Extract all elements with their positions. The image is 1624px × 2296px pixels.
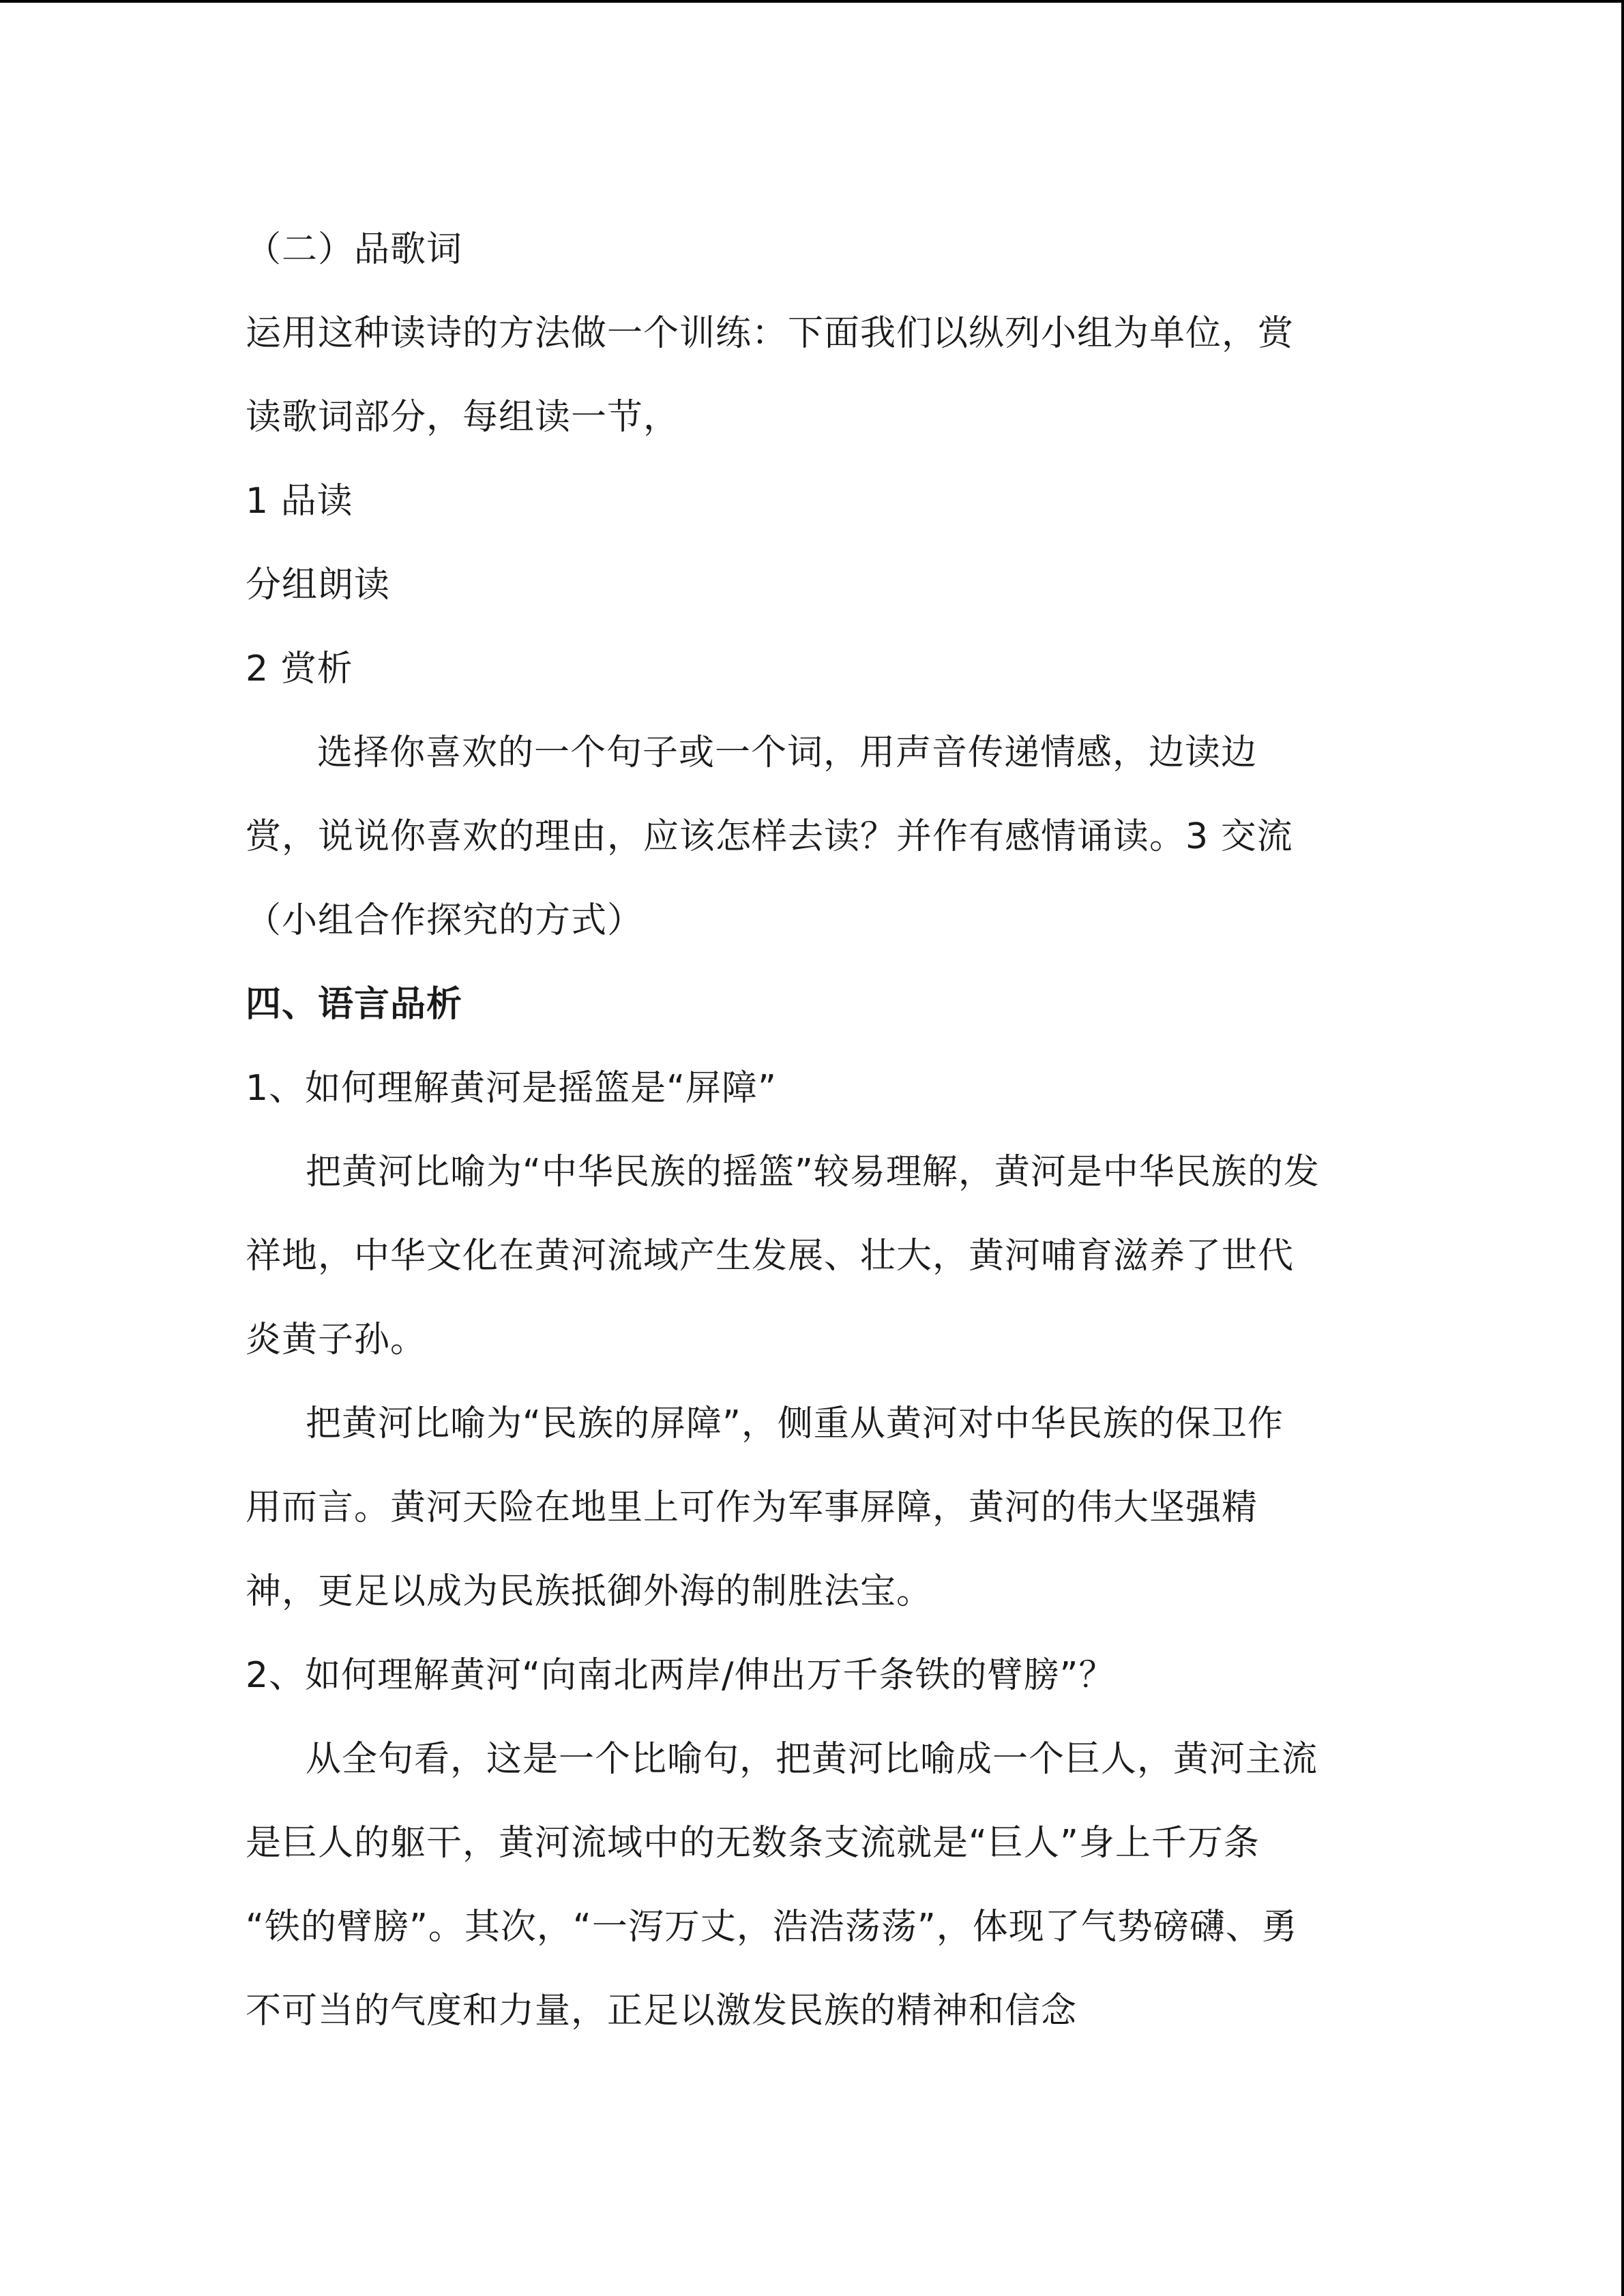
section-heading-language-analysis: 四、语言品析 bbox=[246, 984, 463, 1025]
paragraph-line: 把黄河比喻为“中华民族的摇篮”较易理解，黄河是中华民族的发 bbox=[306, 1152, 1320, 1193]
document-body bbox=[246, 208, 1391, 2053]
paragraph-line: 神，更足以成为民族抵御外海的制胜法宝。 bbox=[246, 1571, 933, 1612]
question-heading-1: 1、如何理解黄河是摇篮是“屏障” bbox=[246, 1068, 777, 1109]
paragraph-line: 读歌词部分，每组读一节， bbox=[246, 397, 680, 438]
paragraph-line: 把黄河比喻为“民族的屏障”，侧重从黄河对中华民族的保卫作 bbox=[306, 1403, 1284, 1444]
page-right-border bbox=[1621, 0, 1624, 2296]
paragraph-line: “铁的臂膀”。其次，“一泻万丈，浩浩荡荡”，体现了气势磅礴、勇 bbox=[246, 1907, 1298, 1948]
paragraph-line: 从全句看，这是一个比喻句，把黄河比喻成一个巨人，黄河主流 bbox=[306, 1739, 1318, 1780]
paragraph-line: 用而言。黄河天险在地里上可作为军事屏障，黄河的伟大坚强精 bbox=[246, 1487, 1258, 1528]
page-top-border bbox=[0, 0, 1624, 3]
question-heading-2: 2、如何理解黄河“向南北两岸/伸出万千条铁的臂膀”？ bbox=[246, 1655, 1115, 1696]
paragraph-line: 炎黄子孙。 bbox=[246, 1320, 427, 1360]
step-heading-reading: 1 品读 bbox=[246, 481, 353, 522]
step-heading-appreciation: 2 赏析 bbox=[246, 648, 353, 689]
paragraph-line: 分组朗读 bbox=[246, 565, 391, 606]
paragraph-line: 祥地，中华文化在黄河流域产生发展、壮大，黄河哺育滋养了世代 bbox=[246, 1236, 1295, 1277]
paragraph-line: 赏，说说你喜欢的理由，应该怎样去读？并作有感情诵读。3 交流 bbox=[246, 816, 1293, 857]
paragraph-line: 是巨人的躯干，黄河流域中的无数条支流就是“巨人”身上千万条 bbox=[246, 1823, 1260, 1864]
paragraph-line: 不可当的气度和力量，正足以激发民族的精神和信念 bbox=[246, 1991, 1078, 2031]
paragraph-line: 运用这种读诗的方法做一个训练：下面我们以纵列小组为单位，赏 bbox=[246, 313, 1295, 354]
paragraph-line: 选择你喜欢的一个句子或一个词，用声音传递情感，边读边 bbox=[317, 732, 1258, 773]
paragraph-line: （小组合作探究的方式） bbox=[246, 900, 644, 941]
section-heading-lyrics: （二）品歌词 bbox=[246, 229, 463, 270]
